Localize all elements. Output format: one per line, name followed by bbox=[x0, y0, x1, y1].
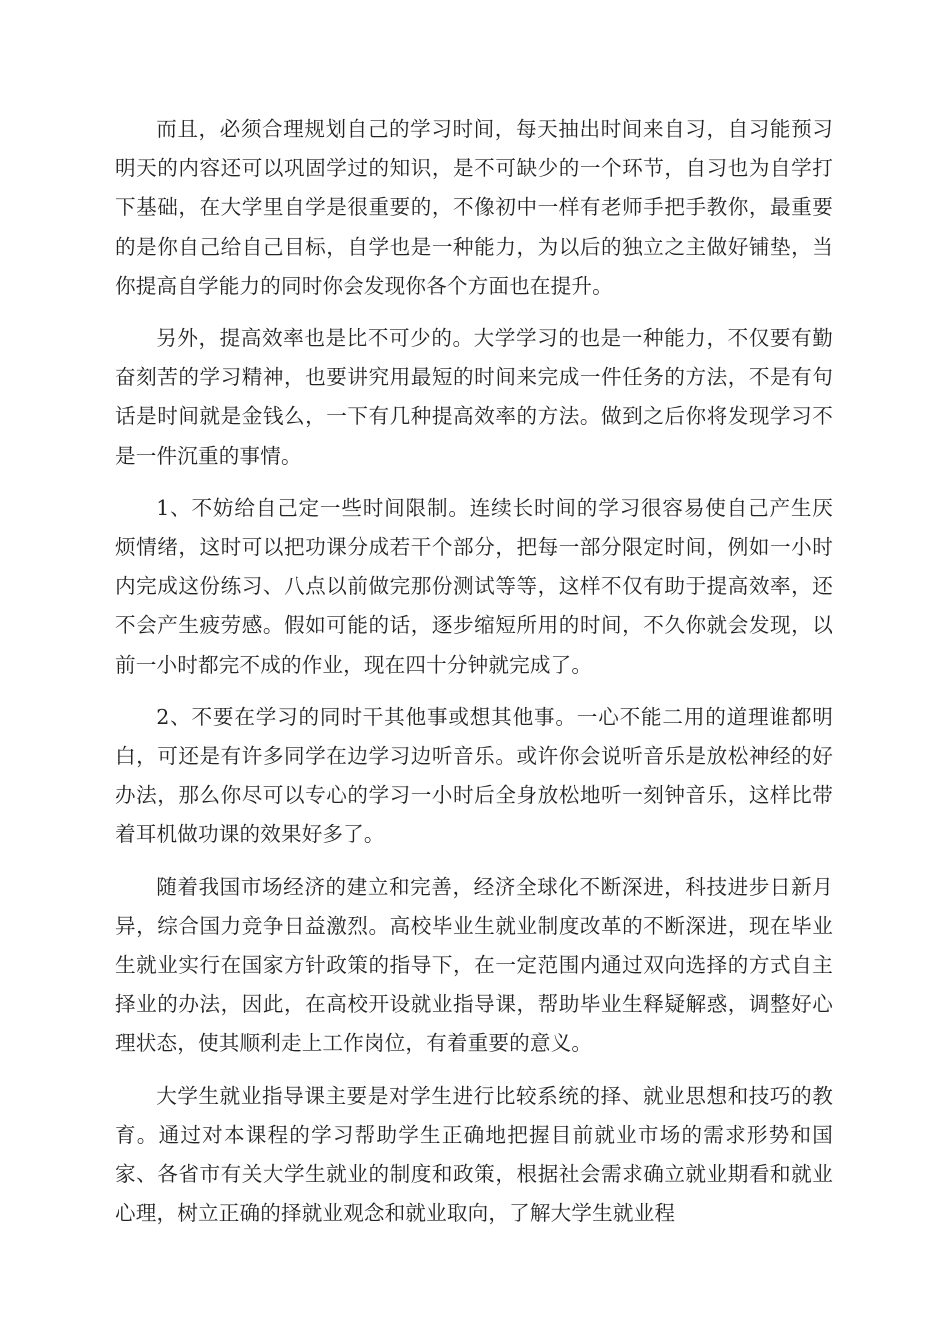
paragraph-focus: 2、不要在学习的同时干其他事或想其他事。一心不能二用的道理谁都明白，可还是有许多同学在边学习边听音乐。或许你会说听音乐是放松神经的好办法，那么你尽可以专心的学习一小时后全身放松地听一刻钟音乐，这样比带着耳机做功课的效果好多了。 bbox=[115, 704, 833, 847]
document-page bbox=[115, 110, 833, 1246]
paragraph-time-limit: 1、不妨给自己定一些时间限制。连续长时间的学习很容易使自己产生厌烦情绪，这时可以把功课分成若干个部分，把每一部分限定时间，例如一小时内完成这份练习、八点以前做完那份测试等等，这样不仅有助于提高效率，还不会产生疲劳感。假如可能的话，逐步缩短所用的时间，不久你就会发现，以前一小时都完不成的作业，现在四十分钟就完成了。 bbox=[115, 495, 833, 677]
paragraph-efficiency: 另外，提高效率也是比不可少的。大学学习的也是一种能力，不仅要有勤奋刻苦的学习精神，也要讲究用最短的时间来完成一件任务的方法，不是有句话是时间就是金钱么，一下有几种提高效率的方法。做到之后你将发现学习不是一件沉重的事情。 bbox=[115, 326, 833, 468]
paragraph-employment-course: 大学生就业指导课主要是对学生进行比较系统的择、就业思想和技巧的教育。通过对本课程的学习帮助学生正确地把握目前就业市场的需求形势和国家、各省市有关大学生就业的制度和政策，根据社会需求确立就业期看和就业心理，树立正确的择就业观念和就业取向，了解大学生就业程 bbox=[115, 1083, 833, 1226]
paragraph-employment-reform: 随着我国市场经济的建立和完善，经济全球化不断深进，科技进步日新月异，综合国力竞争日益激烈。高校毕业生就业制度改革的不断深进，现在毕业生就业实行在国家方针政策的指导下，在一定范围内通过双向选择的方式自主择业的办法，因此，在高校开设就业指导课，帮助毕业生释疑解惑，调整好心理状态，使其顺利走上工作岗位，有着重要的意义。 bbox=[115, 874, 833, 1056]
paragraph-study-time: 而且，必须合理规划自己的学习时间，每天抽出时间来自习，自习能预习明天的内容还可以巩固学过的知识，是不可缺少的一个环节，自习也为自学打下基础，在大学里自学是很重要的，不像初中一样有老师手把手教你，最重要的是你自己给自己目标，自学也是一种能力，为以后的独立之主做好铺垫，当你提高自学能力的同时你会发现你各个方面也在提升。 bbox=[115, 117, 833, 298]
